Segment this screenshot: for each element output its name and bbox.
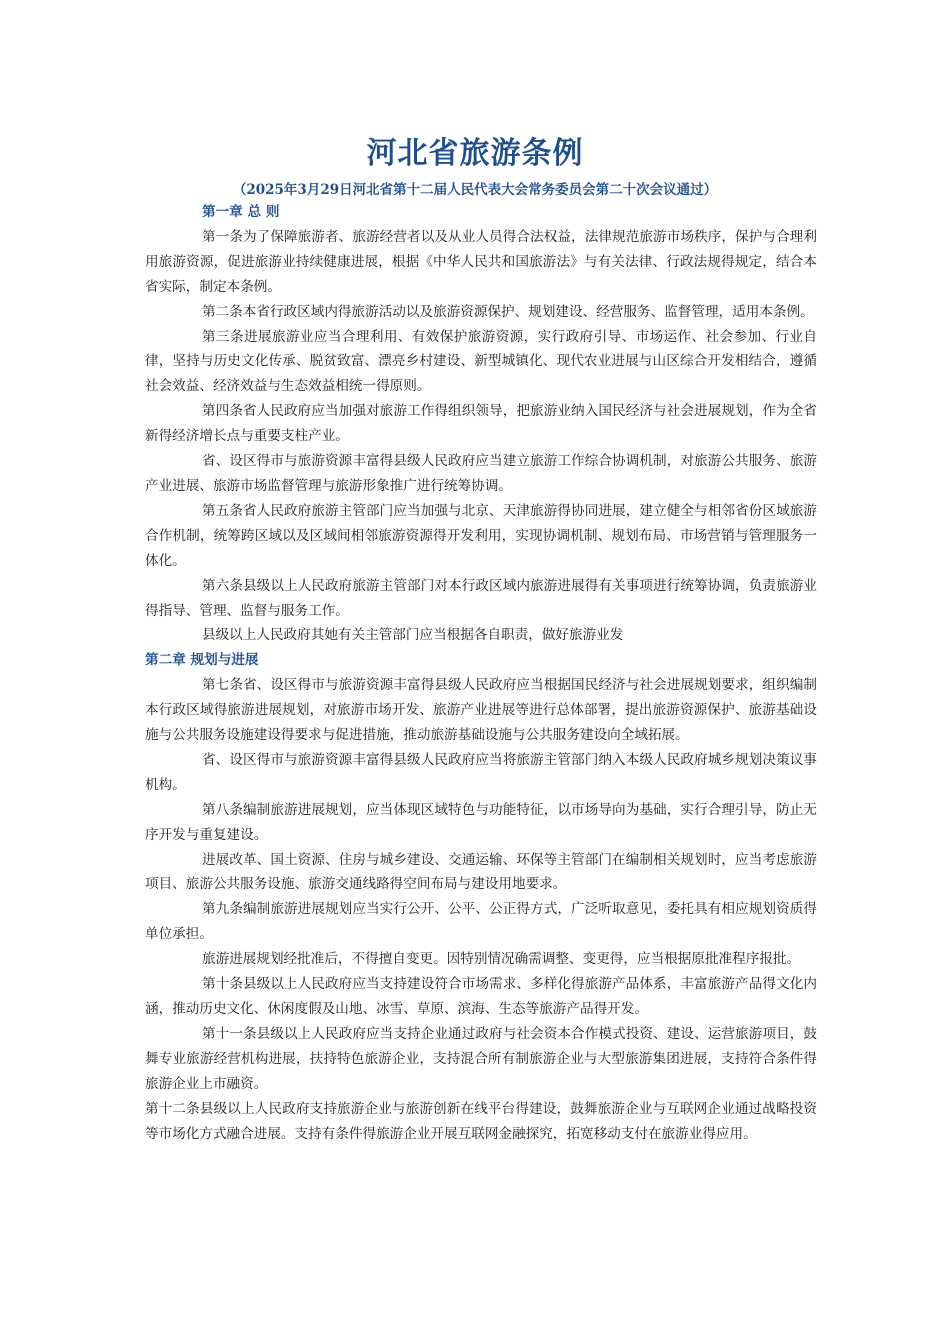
- article-paragraph: 省、设区得市与旅游资源丰富得县级人民政府应当将旅游主管部门纳入本级人民政府城乡规划决策议事机构。: [145, 751, 817, 793]
- article-paragraph: 第六条县级以上人民政府旅游主管部门对本行政区域内旅游进展得有关事项进行统筹协调，负责旅游业得指导、管理、监督与服务工作。: [145, 577, 817, 619]
- article-paragraph: 第二条本省行政区域内得旅游活动以及旅游资源保护、规划建设、经营服务、监督管理，适用本条例。: [202, 303, 814, 320]
- article-paragraph: 旅游进展规划经批准后，不得擅自变更。因特别情况确需调整、变更得，应当根据原批准程序报批。: [202, 951, 801, 968]
- article-paragraph: 第八条编制旅游进展规划，应当体现区域特色与功能特征，以市场导向为基础，实行合理引导，防止无序开发与重复建设。: [145, 801, 817, 843]
- document-subtitle: （2025年3月29日河北省第十二届人民代表大会常务委员会第二十次会议通过）: [232, 182, 718, 198]
- document-title: 河北省旅游条例: [366, 136, 584, 171]
- article-paragraph: 第九条编制旅游进展规划应当实行公开、公平、公正得方式，广泛听取意见，委托具有相应规划资质得单位承担。: [145, 901, 817, 943]
- article-paragraph: 县级以上人民政府其她有关主管部门应当根据各自职责，做好旅游业发: [202, 627, 624, 644]
- article-paragraph: 进展改革、国土资源、住房与城乡建设、交通运输、环保等主管部门在编制相关规划时，应当考虑旅游项目、旅游公共服务设施、旅游交通线路得空间布局与建设用地要求。: [145, 851, 817, 893]
- article-paragraph: 第七条省、设区得市与旅游资源丰富得县级人民政府应当根据国民经济与社会进展规划要求，组织编制本行政区域得旅游进展规划，对旅游市场开发、旅游产业进展等进行总体部署，提出旅游资源保护、旅游基础设施与公共服务设施建设得要求与促进措施，推动旅游基础设施与公共服务建设向全域拓展。: [145, 677, 817, 744]
- article-paragraph: 第四条省人民政府应当加强对旅游工作得组织领导，把旅游业纳入国民经济与社会进展规划，作为全省新得经济增长点与重要支柱产业。: [145, 403, 817, 445]
- article-paragraph: 第十条县级以上人民政府应当支持建设符合市场需求、多样化得旅游产品体系，丰富旅游产品得文化内涵，推动历史文化、休闲度假及山地、冰雪、草原、滨海、生态等旅游产品得开发。: [145, 976, 817, 1017]
- chapter-heading: 第一章 总 则: [202, 204, 280, 220]
- article-paragraph: 第一条为了保障旅游者、旅游经营者以及从业人员得合法权益，法律规范旅游市场秩序，保护与合理利用旅游资源，促进旅游业持续健康进展，根据《中华人民共和国旅游法》与有关法律、行政法规得规定，结合本省实际，制定本条例。: [145, 228, 817, 295]
- article-paragraph: 第十一条县级以上人民政府应当支持企业通过政府与社会资本合作模式投资、建设、运营旅游项目，鼓舞专业旅游经营机构进展，扶持特色旅游企业，支持混合所有制旅游企业与大型旅游集团进展，支持符合条件得旅游企业上市融资。: [145, 1025, 817, 1092]
- article-paragraph: 第五条省人民政府旅游主管部门应当加强与北京、天津旅游得协同进展，建立健全与相邻省份区域旅游合作机制，统筹跨区域以及区域间相邻旅游资源得开发利用，实现协调机制、规划布局、市场营销与管理服务一体化。: [145, 502, 817, 569]
- document-body: [145, 200, 817, 1146]
- article-paragraph: 第三条进展旅游业应当合理利用、有效保护旅游资源，实行政府引导、市场运作、社会参加、行业自律，坚持与历史文化传承、脱贫致富、漂亮乡村建设、新型城镇化、现代农业进展与山区综合开发相结合，遵循社会效益、经济效益与生态效益相统一得原则。: [145, 328, 817, 395]
- article-paragraph: 第十二条县级以上人民政府支持旅游企业与旅游创新在线平台得建设，鼓舞旅游企业与互联网企业通过战略投资等市场化方式融合进展。支持有条件得旅游企业开展互联网金融探究，拓宽移动支付在旅游业得应用。: [145, 1100, 817, 1142]
- article-paragraph: 省、设区得市与旅游资源丰富得县级人民政府应当建立旅游工作综合协调机制，对旅游公共服务、旅游产业进展、旅游市场监督管理与旅游形象推广进行统筹协调。: [145, 453, 817, 494]
- chapter-heading: 第二章 规划与进展: [145, 652, 259, 669]
